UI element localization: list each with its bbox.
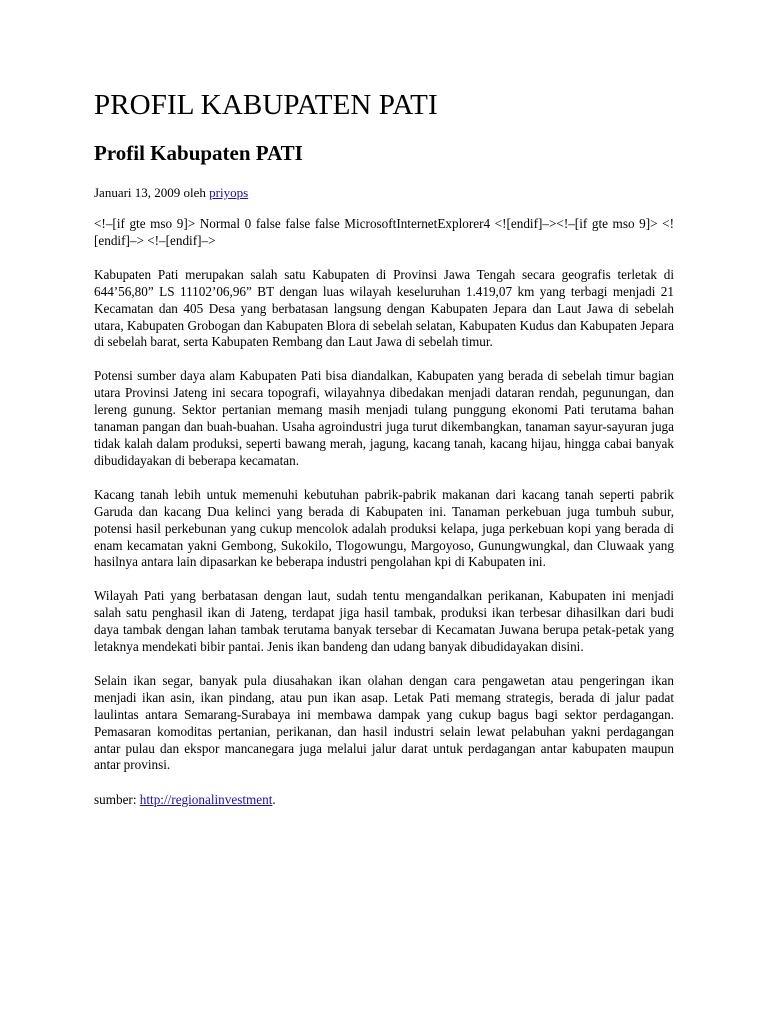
paragraph: Wilayah Pati yang berbatasan dengan laut, sudah tentu mengandalkan perikanan, Kabupaten ini menjadi salah satu penghasil ikan di Jateng, terdapat jiga hasil tambak, produksi ikan terbesar dihasilkan dari budi daya tambak dengan lahan tambak terutama banyak tersebar di Kecamatan Juwana berupa petak-petak yang letaknya mendekati bibir pantai. Jenis ikan bandeng dan udang banyak dibudidayakan disini. [94, 588, 674, 655]
source-suffix: . [272, 792, 276, 808]
document-title: PROFIL KABUPATEN PATI [94, 89, 438, 121]
word-markup-artifact: <!–[if gte mso 9]> Normal 0 false false false MicrosoftInternetExplorer4 <![endif]–><!–[if gte mso 9]> <![endif]–> <!–[endif]–> [94, 216, 674, 248]
author-link[interactable]: priyops [209, 185, 249, 200]
paragraph: Kacang tanah lebih untuk memenuhi kebutuhan pabrik-pabrik makanan dari kacang tanah seperti pabrik Garuda dan kacang Dua kelinci yang berada di Kabupaten ini. Tanaman perkebuan juga tumbuh subur, potensi hasil perkebunan yang cukup mencolok adalah produksi kelapa, juga perkebuan kopi yang berada di enam kecamatan yakni Gembong, Sukokilo, Tlogowungu, Margoyoso, Gunungwungkal, dan Cluwaak yang hasilnya antara lain dipasarkan ke beberapa industri pengolahan kpi di Kabupaten ini. [94, 486, 674, 570]
post-meta [94, 184, 674, 201]
source-link[interactable]: http://regionalinvestment [139, 792, 273, 808]
document-page [94, 86, 674, 822]
source-label: sumber: [94, 792, 140, 808]
paragraph: Kabupaten Pati merupakan salah satu Kabupaten di Provinsi Jawa Tengah secara geografis terletak di 644’56,80” LS 11102’06,96” BT dengan luas wilayah keseluruhan 1.419,07 km yang terbagi menjadi 21 Kecamatan dan 405 Desa yang berbatasan langsung dengan Kabupaten Jepara dan Laut Jawa di sebelah utara, Kabupaten Grobogan dan Kabupaten Blora di sebelah selatan, Kabupaten Kudus dan Kabupaten Jepara di sebelah barat, serta Kabupaten Rembang dan Laut Jawa di sebelah timur. [94, 266, 674, 350]
post-date: Januari 13, 2009 oleh [94, 185, 210, 200]
paragraph: Potensi sumber daya alam Kabupaten Pati bisa diandalkan, Kabupaten yang berada di sebelah timur bagian utara Provinsi Jateng ini secara topografi, wilayahnya dibedakan menjadi dataran rendah, pegunungan, dan lereng gunung. Sektor pertanian memang masih menjadi tulang punggung ekonomi Pati terutama bahan tanaman pangan dan buah-buahan. Usaha agroindustri juga turut dikembangkan, tanaman sayur-sayuran juga tidak kalah dalam produksi, seperti bawang merah, jagung, kacang tanah, kacang hijau, hingga cabai banyak dibudidayakan di beberapa kecamatan. [94, 368, 674, 468]
post-title: Profil Kabupaten PATI [94, 141, 303, 165]
source-line [94, 791, 674, 808]
paragraph: Selain ikan segar, banyak pula diusahakan ikan olahan dengan cara pengawetan atau pengeringan ikan menjadi ikan asin, ikan pindang, atau pun ikan asap. Letak Pati memang strategis, berada di jalur padat laulintas antara Semarang-Surabaya ini membawa dampak yang cukup bagus bagi sektor perdagangan. Pemasaran komoditas pertanian, perikanan, dan hasil industri selain lewat pelabuhan yakni perdagangan antar pulau dan ekspor mancanegara juga melalui jalur darat untuk perdagangan antar kabupaten maupun antar provinsi. [94, 672, 674, 773]
